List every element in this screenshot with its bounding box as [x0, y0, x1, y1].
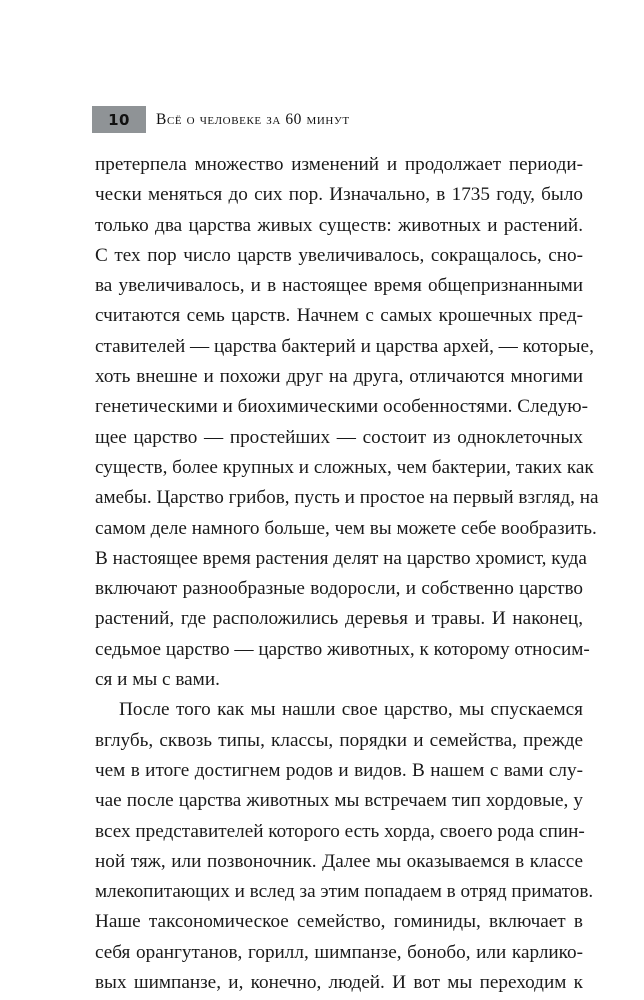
text-line: включают разнообразные водоросли, и собственно царство [95, 578, 583, 600]
running-title: Всё о человеке за 60 минут [156, 110, 350, 128]
text-line: претерпела множество изменений и продолжает периоди- [95, 154, 583, 175]
text-line: чае после царства животных мы встречаем тип хордовые, у [95, 790, 583, 812]
text-line: самом деле намного больше, чем вы можете себе вообразить. [95, 517, 597, 539]
body-text [95, 150, 599, 998]
page-number: 10 [92, 106, 146, 133]
text-line: генетическими и биохимическими особенностями. Следую- [95, 396, 588, 418]
text-line: всех представителей которого есть хорда, своего рода спин- [95, 820, 585, 842]
text-line: хоть внешне и похожи друг на друга, отличаются многими [95, 366, 583, 388]
text-line: В настоящее время растения делят на царство хромист, куда [95, 547, 587, 569]
paragraph-2 [95, 695, 594, 998]
text-line: млекопитающих и вслед за этим попадаем в отряд приматов. [95, 881, 594, 903]
text-line: После того как мы нашли свое царство, мы спускаемся [119, 699, 583, 721]
text-line: Наше таксономическое семейство, гоминиды, включает в [95, 911, 583, 933]
text-line: ставителей — царства бактерий и царства архей, — которые, [95, 335, 594, 357]
text-line: чем в итоге достигнем родов и видов. В нашем с вами слу- [95, 759, 583, 781]
text-line: ся и мы с вами. [95, 669, 220, 691]
text-line: только два царства живых существ: животных и растений. [95, 214, 583, 236]
text-line: вых шимпанзе, и, конечно, людей. И вот мы переходим к [95, 972, 583, 994]
text-line: амебы. Царство грибов, пусть и простое на первый взгляд, на [95, 487, 599, 509]
text-line: существ, более крупных и сложных, чем бактерии, таких как [95, 456, 594, 478]
text-line: растений, где расположились деревья и травы. И наконец, [95, 608, 583, 630]
page-header [92, 106, 350, 133]
text-line: С тех пор число царств увеличивалось, сокращалось, сно- [95, 244, 583, 266]
text-line: вглубь, сквозь типы, классы, порядки и семейства, прежде [95, 729, 583, 751]
text-line: седьмое царство — царство животных, к которому относим- [95, 638, 590, 660]
paragraph-1 [95, 150, 599, 695]
text-line: считаются семь царств. Начнем с самых крошечных пред- [95, 305, 583, 327]
text-line: щее царство — простейших — состоит из одноклеточных [95, 426, 583, 448]
text-line: ной тяж, или позвоночник. Далее мы оказываемся в классе [95, 850, 583, 872]
text-line: ва увеличивалось, и в настоящее время общепризнанными [95, 275, 583, 297]
text-line: чески меняться до сих пор. Изначально, в 1735 году, было [95, 184, 583, 206]
text-line: себя орангутанов, горилл, шимпанзе, бонобо, или карлико- [95, 941, 583, 963]
